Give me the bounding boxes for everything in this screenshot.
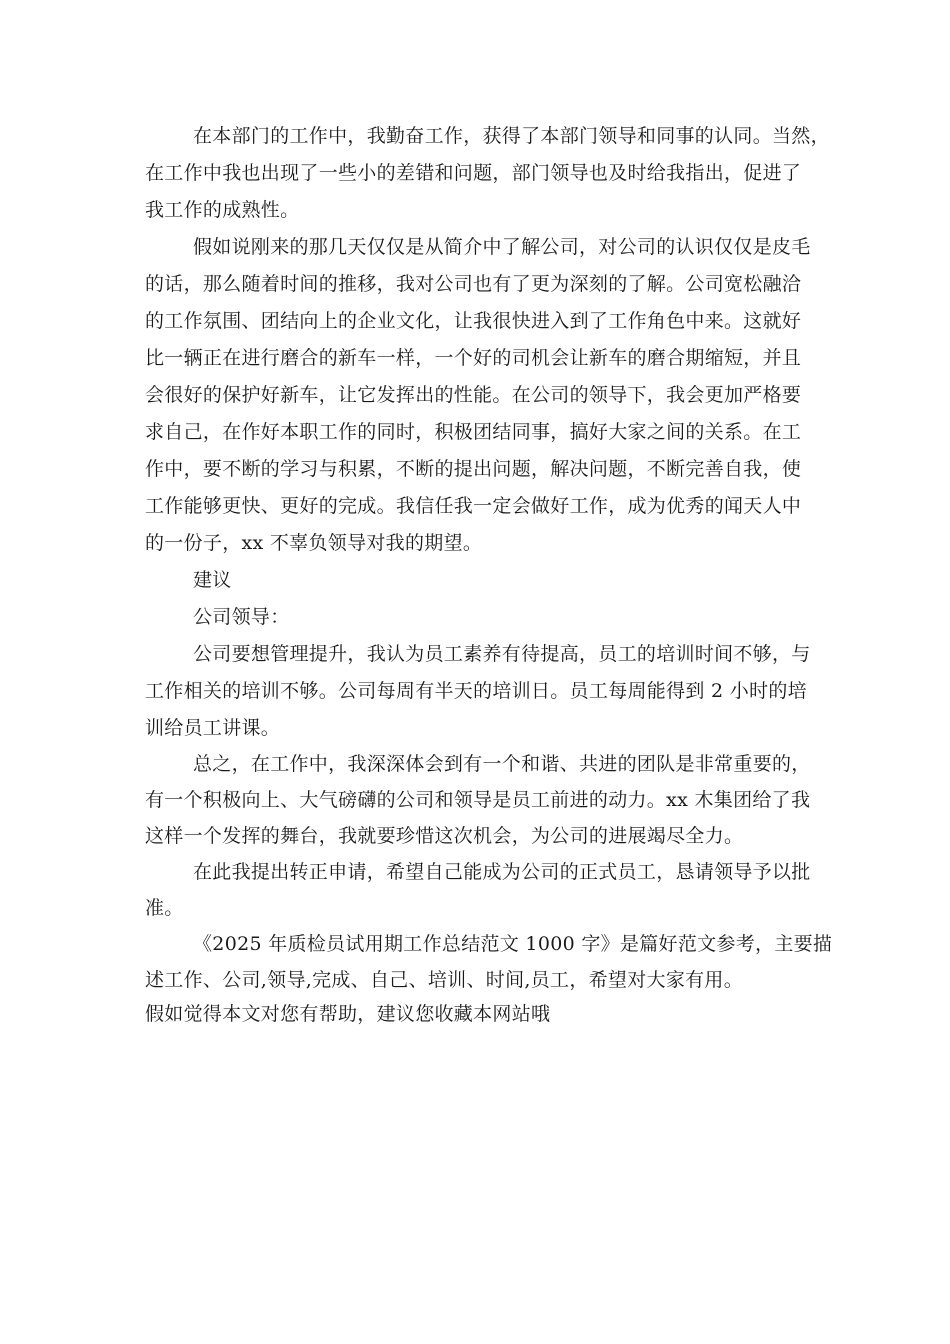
text-line: 训给员工讲课。 [145,717,281,739]
text-line: 工作能够更快、更好的完成。我信任我一定会做好工作，成为优秀的闻天人中 [145,495,802,517]
text-line: 的话，那么随着时间的推移，我对公司也有了更为深刻的了解。公司宽松融洽 [145,273,802,295]
text-line: 的工作氛围、团结向上的企业文化，让我很快进入到了工作角色中来。这就好 [145,310,802,332]
text-line: 会很好的保护好新车，让它发挥出的性能。在公司的领导下，我会更加严格要 [145,384,802,406]
section-heading: 建议 [193,569,232,591]
text-line: 求自己，在作好本职工作的同时，积极团结同事，搞好大家之间的关系。在工 [145,421,802,443]
text-line: 作中，要不断的学习与积累，不断的提出问题，解决问题，不断完善自我，使 [145,458,802,480]
text-line: 这样一个发挥的舞台，我就要珍惜这次机会，为公司的进展竭尽全力。 [145,825,744,847]
text-line: 的一份子，xx 不辜负领导对我的期望。 [145,532,483,554]
text-line: 准。 [145,897,184,919]
footer-note: 假如觉得本文对您有帮助，建议您收藏本网站哦 [145,1003,551,1025]
text-line: 比一辆正在进行磨合的新车一样，一个好的司机会让新车的磨合期缩短，并且 [145,347,802,369]
text-line: 公司要想管理提升，我认为员工素养有待提高，员工的培训时间不够，与 [193,643,811,665]
text-line: 工作相关的培训不够。公司每周有半天的培训日。员工每周能得到 2 小时的培 [145,680,807,702]
text-line: 在此我提出转正申请，希望自己能成为公司的正式员工，恳请领导予以批 [193,861,811,883]
text-line: 述工作、公司,领导,完成、自己、培训、时间,员工，希望对大家有用。 [145,969,744,991]
text-line: 假如说刚来的那几天仅仅是从简介中了解公司，对公司的认识仅仅是皮毛 [193,236,811,258]
text-line: 《2025 年质检员试用期工作总结范文 1000 字》是篇好范文参考，主要描 [193,933,833,955]
text-line: 在工作中我也出现了一些小的差错和问题，部门领导也及时给我指出，促进了 [145,162,802,184]
salutation: 公司领导： [193,606,290,628]
text-line: 在本部门的工作中，我勤奋工作，获得了本部门领导和同事的认同。当然， [193,125,830,147]
text-line: 我工作的成熟性。 [145,199,300,221]
text-line: 有一个积极向上、大气磅礴的公司和领导是员工前进的动力。xx 木集团给了我 [145,789,811,811]
text-line: 总之，在工作中，我深深体会到有一个和谐、共进的团队是非常重要的， [193,753,811,775]
